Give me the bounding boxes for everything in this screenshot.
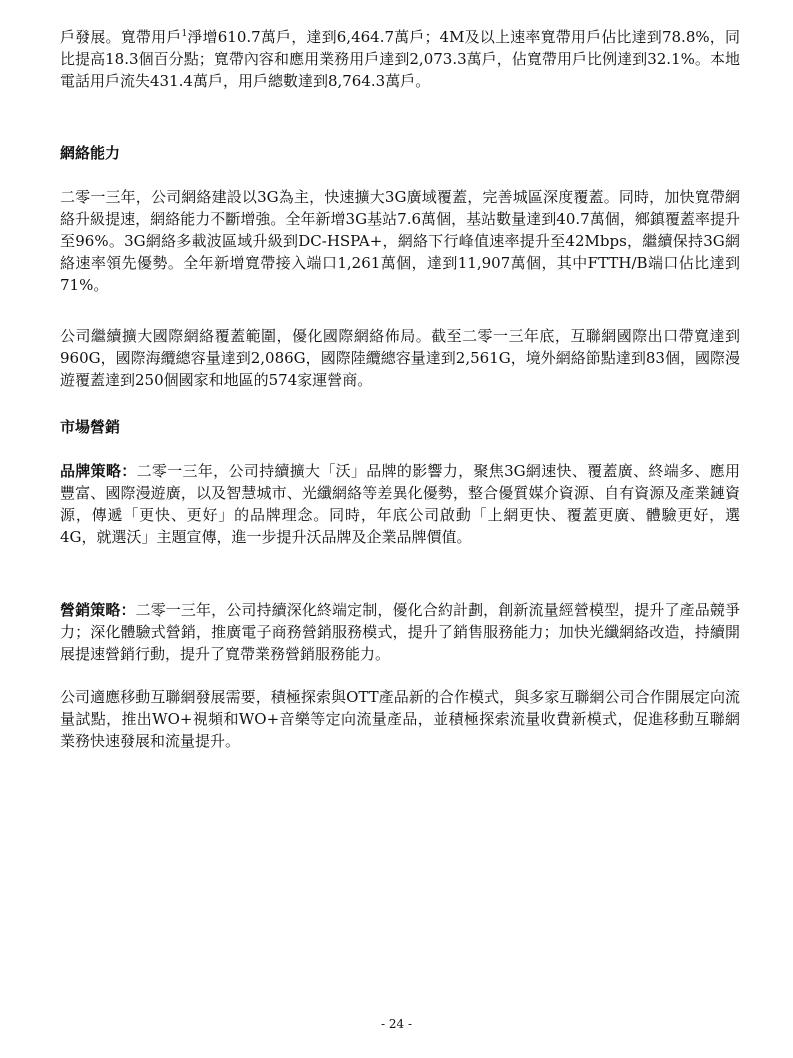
footnote-marker: 1 [181, 29, 188, 39]
paragraph-text: 戶發展。寬帶用戶 [60, 28, 182, 46]
brand-strategy-label: 品牌策略： [60, 462, 137, 480]
paragraph-network-build: 二零一三年，公司網絡建設以3G為主，快速擴大3G廣域覆蓋，完善城區深度覆蓋。同時，加快寬帶網絡升級提速，網絡能力不斷增強。全年新增3G基站7.6萬個，基站數量達到40.7萬個，鄉鎮覆蓋率提升至96%。3G網絡多載波區域升級到DC-HSPA+，網絡下行峰值速率提升至42Mbps，繼續保持3G網絡速率領先優勢。全年新增寬帶接入端口1,261萬個，達到11,907萬個，其中FTTH/B端口佔比達到71%。 [60, 188, 740, 294]
section-heading-marketing: 市場營銷 [60, 418, 121, 436]
paragraph-text: 二零一三年，公司持續深化終端定制，優化合約計劃，創新流量經營模型，提升了產品競爭力；深化體驗式營銷，推廣電子商務營銷服務模式，提升了銷售服務能力；加快光纖網絡改造，持續開展提速營銷行動，提升了寬帶業務營銷服務能力。 [60, 601, 740, 663]
sales-strategy-label: 營銷策略： [60, 601, 136, 619]
paragraph-text: 二零一三年，公司持續擴大「沃」品牌的影響力，聚焦3G網速快、覆蓋廣、終端多、應用豐富、國際漫遊廣，以及智慧城市、光纖網絡等差異化優勢，整合優質媒介資源、自有資源及產業鏈資源，傳遞「更快、更好」的品牌理念。同時，年底公司啟動「上網更快、覆蓋更廣、體驗更好，選4G，就選沃」主題宣傳，進一步提升沃品牌及企業品牌價值。 [60, 462, 740, 546]
paragraph-sales-strategy [60, 599, 740, 665]
section-heading-network: 網絡能力 [60, 144, 121, 162]
paragraph-ott-cooperation: 公司適應移動互聯網發展需要，積極探索與OTT產品新的合作模式，與多家互聯網公司合作開展定向流量試點，推出WO+視頻和WO+音樂等定向流量產品，並積極探索流量收費新模式，促進移動互聯網業務快速發展和流量提升。 [60, 688, 740, 750]
paragraph-international-network: 公司繼續擴大國際網絡覆蓋範圍，優化國際網絡佈局。截至二零一三年底，互聯網國際出口帶寬達到960G，國際海纜總容量達到2,086G，國際陸纜總容量達到2,561G，境外網絡節點達到83個，國際漫遊覆蓋達到250個國家和地區的574家運營商。 [60, 327, 740, 389]
paragraph-brand-strategy [60, 460, 740, 548]
paragraph-subscribers [60, 26, 740, 92]
page-number: - 24 - [380, 1017, 412, 1031]
paragraph-text: 淨增610.7萬戶，達到6,464.7萬戶；4M及以上速率寬帶用戶佔比達到78.8%，同比提高18.3個百分點；寬帶內容和應用業務用戶達到2,073.3萬戶，佔寬帶用戶比例達到32.1%。本地電話用戶流失431.4萬戶，用戶總數達到8,764.3萬戶。 [60, 28, 740, 90]
